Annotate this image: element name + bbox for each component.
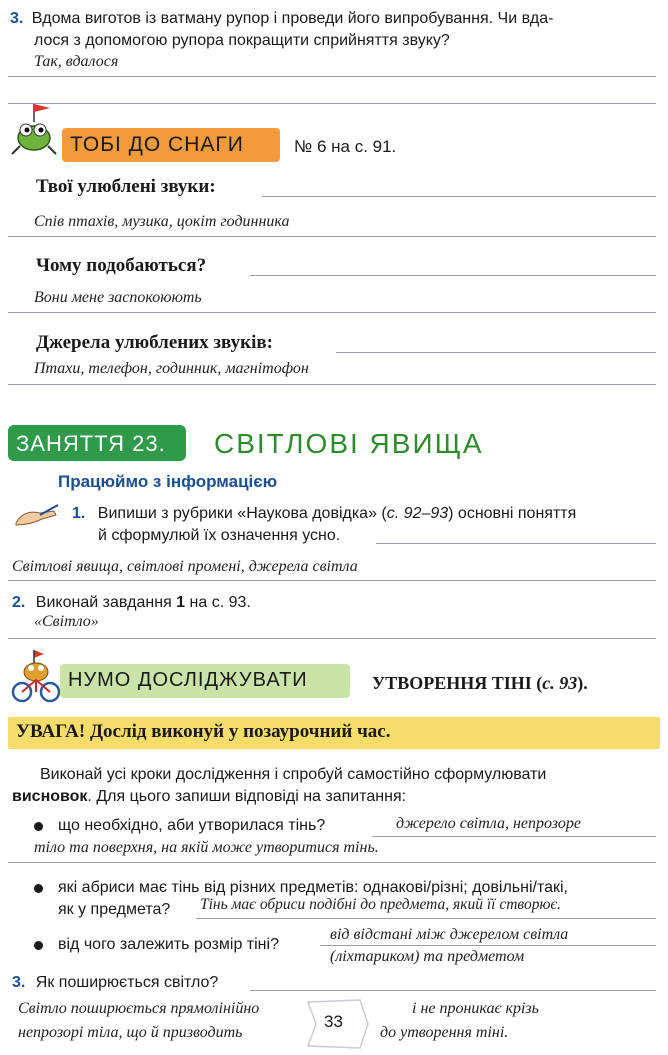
task-text-line2: лося з допомогою рупора покращити сприйняття звуку? xyxy=(34,32,450,49)
answer-line xyxy=(8,862,656,863)
task3-block xyxy=(10,8,660,30)
bullet3-question: від чого залежить розмір тіні? xyxy=(58,936,279,953)
answer-line xyxy=(336,352,656,353)
answer-line xyxy=(8,384,656,385)
intro-rest: . Для цього запиши відповіді на запитання: xyxy=(87,788,407,805)
answer-line xyxy=(372,836,656,837)
answer-line xyxy=(196,918,656,919)
task-number: 3. xyxy=(10,10,24,27)
writing-hand-icon xyxy=(10,503,60,529)
question-why-like: Чому подобаються? xyxy=(36,255,207,276)
answer-line xyxy=(250,275,656,276)
lesson-title: СВІТЛОВІ ЯВИЩА xyxy=(214,428,484,459)
bullet3-answer-part1[interactable]: від відстані між джерелом світла xyxy=(330,926,569,943)
task3b-answer-part3[interactable]: непрозорі тіла, що й призводить xyxy=(18,1024,243,1041)
intro-line2 xyxy=(12,786,406,808)
task1-line2: й сформулюй їх означення усно. xyxy=(98,527,341,544)
bullet3-answer-part2[interactable]: (ліхтариком) та предметом xyxy=(330,948,525,965)
homework-ref: № 6 на с. 91. xyxy=(294,137,397,156)
answer-line xyxy=(8,76,656,77)
answer-line xyxy=(250,990,656,991)
answer-line xyxy=(320,945,656,946)
bullet-icon xyxy=(34,884,43,893)
task-number: 2. xyxy=(12,594,26,611)
answer-line xyxy=(262,196,656,197)
bullet2-question-line2: як у предмета? xyxy=(58,901,171,918)
answer-line xyxy=(8,580,656,581)
answer-favorite-sounds[interactable]: Спів птахів, музика, цокіт годинника xyxy=(34,213,290,230)
task-text: Виконай завдання xyxy=(35,594,177,611)
intro-line1: Виконай усі кроки дослідження і спробуй самостійно сформулювати xyxy=(40,766,547,783)
task-text: на с. 93. xyxy=(185,594,251,611)
bullet1-answer-part1[interactable]: джерело світла, непрозоре xyxy=(396,815,581,832)
task2-line xyxy=(12,592,251,614)
task-number: 1. xyxy=(72,505,86,522)
bug-bicycle-icon xyxy=(8,648,64,704)
answer-line xyxy=(8,236,656,237)
answer-sound-sources[interactable]: Птахи, телефон, годинник, магнітофон xyxy=(34,360,309,377)
section-subtitle: Працюймо з інформацією xyxy=(58,472,278,491)
task3b-answer-part1[interactable]: Світло поширюється прямолінійно xyxy=(18,1000,260,1017)
task3b-line xyxy=(12,972,218,994)
task2-answer[interactable]: «Світло» xyxy=(34,613,99,630)
bullet-icon xyxy=(34,941,43,950)
task-text: Вдома виготов із ватману рупор і проведи його випробування. Чи вда- xyxy=(31,10,554,27)
research-title-text: УТВОРЕННЯ ТІНІ ( xyxy=(372,673,543,693)
task1-answer[interactable]: Світлові явища, світлові промені, джерела світла xyxy=(12,558,358,575)
question-favorite-sounds: Твої улюблені звуки: xyxy=(36,176,216,197)
lesson-badge: ЗАНЯТТЯ 23. xyxy=(16,431,166,456)
page-number: 33 xyxy=(324,1012,343,1031)
task-text: Як поширюється світло? xyxy=(35,974,219,991)
research-title xyxy=(372,673,588,694)
research-badge: НУМО ДОСЛІДЖУВАТИ xyxy=(68,669,308,691)
homework-badge: ТОБІ ДО СНАГИ xyxy=(70,133,244,156)
bullet2-answer[interactable]: Тінь має обриси подібні до предмета, який її створює. xyxy=(200,896,562,913)
page-ref: с. 92–93 xyxy=(386,505,449,522)
intro-bold: висновок xyxy=(12,788,88,805)
task-text: ) основні поняття xyxy=(448,505,577,522)
bullet1-question: що необхідно, аби утворилася тінь? xyxy=(58,817,326,834)
page-ref: с. 93 xyxy=(542,673,578,693)
task-text: Випиши з рубрики «Наукова довідка» ( xyxy=(97,505,387,522)
bullet1-answer-part2[interactable]: тіло та поверхня, на якій може утворитися тінь. xyxy=(34,839,379,856)
bug-mascot-icon xyxy=(6,100,66,160)
warning-text: УВАГА! Дослід виконуй у позаурочний час. xyxy=(16,721,391,742)
answer-why-like[interactable]: Вони мене заспокоюють xyxy=(34,289,202,306)
answer-line xyxy=(8,312,656,313)
bullet-icon xyxy=(34,822,43,831)
task3b-answer-part4[interactable]: до утворення тіні. xyxy=(380,1024,509,1041)
task-number: 3. xyxy=(12,974,26,991)
bullet2-question-line1: які абриси має тінь від різних предметів: однакові/різні; довільні/такі, xyxy=(58,879,568,896)
research-title-end: ). xyxy=(577,673,588,693)
answer-line xyxy=(376,543,656,544)
task3b-answer-part2[interactable]: і не проникає крізь xyxy=(412,1000,539,1017)
answer-line xyxy=(8,638,656,639)
divider xyxy=(8,103,656,104)
question-sound-sources: Джерела улюблених звуків: xyxy=(36,332,273,353)
task-bold: 1 xyxy=(176,594,186,611)
task1-line1 xyxy=(72,503,576,525)
answer-text[interactable]: Так, вдалося xyxy=(34,53,119,70)
